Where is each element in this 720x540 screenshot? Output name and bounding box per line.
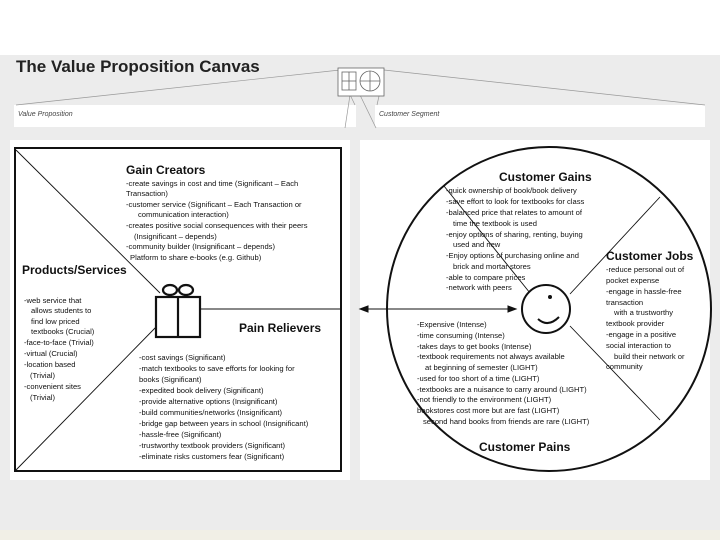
pain-relievers-item: -trustworthy textbook providers (Significant)	[139, 441, 286, 450]
customer-pains-item: -Expensive (Intense)	[417, 320, 487, 329]
face-icon	[522, 285, 570, 333]
pain-relievers-item: -expedited book delivery (Significant)	[139, 386, 264, 395]
value-proposition-label: Value Proposition	[18, 111, 73, 118]
customer-gains-item: time the textbook is used	[453, 219, 537, 228]
double-arrow-icon	[360, 306, 516, 312]
customer-gains-item: -able to compare prices	[446, 273, 526, 282]
gain-creators-item: -customer service (Significant – Each Transaction or	[126, 200, 302, 209]
customer-pains-item: -not friendly to the environment (LIGHT)	[417, 395, 552, 404]
customer-pains-item: second hand books from friends are rare (LIGHT)	[423, 417, 590, 426]
products-services-item: textbooks (Crucial)	[31, 327, 95, 336]
products-services-item: -virtual (Crucial)	[24, 349, 78, 358]
products-services-item: (Trivial)	[30, 371, 56, 380]
page-title: The Value Proposition Canvas	[16, 57, 260, 76]
customer-jobs-item: social interaction to	[606, 341, 672, 350]
customer-pains-item: at beginning of semester (LIGHT)	[425, 363, 538, 372]
products-services-heading: Products/Services	[22, 263, 127, 277]
pain-relievers-item: -eliminate risks customers fear (Significant)	[139, 452, 285, 461]
customer-pains-item: -textbook requirements not always available	[417, 352, 565, 361]
customer-gains-item: -save effort to look for textbooks for class	[446, 197, 585, 206]
customer-pains-item: -time consuming (Intense)	[417, 331, 505, 340]
customer-gains-heading: Customer Gains	[499, 170, 592, 184]
pain-relievers-item: -provide alternative options (Insignificant)	[139, 397, 278, 406]
pain-relievers-heading: Pain Relievers	[239, 321, 322, 335]
gain-creators-item: Platform to share e-books (e.g. Github)	[130, 253, 262, 262]
customer-segment-label: Customer Segment	[379, 111, 440, 118]
customer-jobs-item: -engage in hassle-free	[606, 287, 682, 296]
products-services-item: -location based	[24, 360, 76, 369]
customer-gains-item: used and new	[453, 240, 501, 249]
pain-relievers-item: -match textbooks to save efforts for looking for	[139, 364, 295, 373]
customer-jobs-item: transaction	[606, 298, 644, 307]
customer-pains-item: -used for too short of a time (LIGHT)	[417, 374, 540, 383]
gain-creators-item: -creates positive social consequences with their peers	[126, 221, 308, 230]
products-services-item: -convenient sites	[24, 382, 81, 391]
customer-pains-item: bookstores cost more but are fast (LIGHT)	[417, 406, 560, 415]
customer-gains-item: -quick ownership of book/book delivery	[446, 186, 577, 195]
gain-creators-item: -community builder (Insignificant – depends)	[126, 242, 275, 251]
customer-pains-item: -takes days to get books (Intense)	[417, 342, 532, 351]
customer-pains-heading: Customer Pains	[479, 440, 571, 454]
pain-relievers-item: -bridge gap between years in school (Insignificant)	[139, 419, 309, 428]
pain-relievers-item: -cost savings (Significant)	[139, 353, 226, 362]
customer-pains-item: -textbooks are a nuisance to carry around (LIGHT)	[417, 385, 587, 394]
pain-relievers-item: books (Significant)	[139, 375, 202, 384]
customer-jobs-item: community	[606, 362, 643, 371]
products-services-item: -web service that	[24, 296, 82, 305]
gain-creators-heading: Gain Creators	[126, 163, 206, 177]
gain-creators-item: communication interaction)	[138, 210, 229, 219]
pain-relievers-item: -build communities/networks (Insignificant)	[139, 408, 283, 417]
customer-gains-item: -network with peers	[446, 283, 512, 292]
products-services-item: (Trivial)	[30, 393, 56, 402]
customer-jobs-item: -engage in a positive	[606, 330, 677, 339]
customer-gains-item: -enjoy options of sharing, renting, buying	[446, 230, 583, 239]
customer-gains-item: -Enjoy options of purchasing online and	[446, 251, 579, 260]
gift-icon	[156, 285, 200, 337]
customer-jobs-item: pocket expense	[606, 276, 660, 285]
customer-gains-item: brick and mortar stores	[453, 262, 531, 271]
customer-jobs-item: build their network or	[614, 352, 685, 361]
canvas-thumbnail-icon	[338, 68, 384, 96]
gain-creators-item: -create savings in cost and time (Significant – Each	[126, 179, 299, 188]
customer-jobs-item: textbook provider	[606, 319, 665, 328]
customer-jobs-heading: Customer Jobs	[606, 249, 694, 263]
customer-jobs-item: -reduce personal out of	[606, 265, 685, 274]
products-services-item: allows students to	[31, 306, 92, 315]
pain-relievers-item: -hassle-free (Significant)	[139, 430, 222, 439]
customer-gains-item: -balanced price that relates to amount of	[446, 208, 582, 217]
products-services-item: find low priced	[31, 317, 80, 326]
customer-jobs-item: with a trustworthy	[614, 308, 674, 317]
gain-creators-item: Transaction)	[126, 189, 168, 198]
gain-creators-item: (Insignificant – depends)	[134, 232, 217, 241]
products-services-item: -face-to-face (Trivial)	[24, 338, 94, 347]
